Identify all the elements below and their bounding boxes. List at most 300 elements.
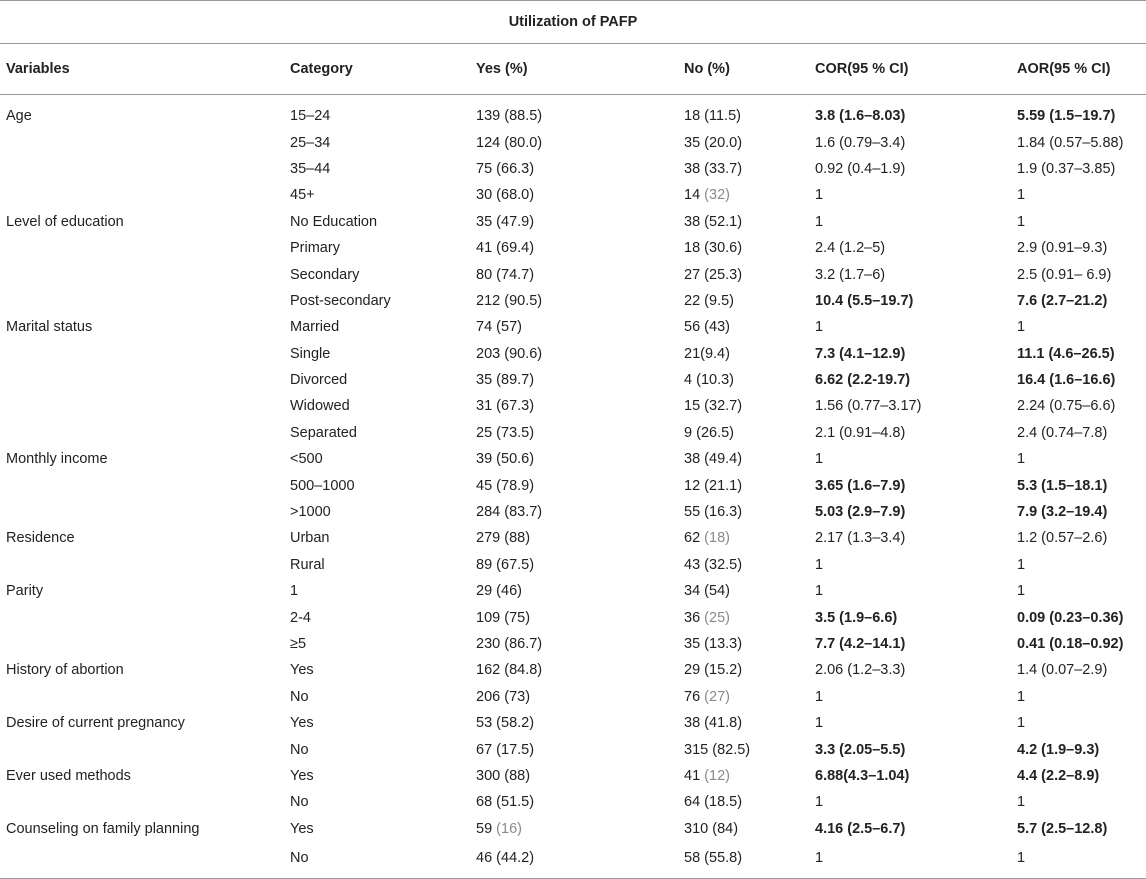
yes-percent: (75) [504,609,531,626]
cell-variable [0,552,284,578]
yes-percent: (74.7) [496,266,535,283]
cell-category: No Education [290,213,378,230]
cell-yes [470,631,678,657]
cell-no [678,288,809,314]
no-count: 9 [684,424,693,441]
cell-aor: 11.1 (4.6–26.5) [1017,345,1115,362]
table-row [0,657,1146,683]
no-percent: (25.3) [704,266,743,283]
no-percent: (26.5) [696,424,734,441]
cell-category: 15–24 [290,108,331,125]
cell-category: Yes [290,715,314,732]
cell-no [678,552,809,578]
cell-variable: Parity [6,583,44,600]
cell-yes [470,710,678,736]
table-row [0,578,1146,604]
no-percent: (11.5) [704,108,741,125]
cell-category: 25–34 [290,134,331,151]
cell-cor: 0.92 (0.4–1.9) [815,160,906,177]
cell-yes [470,525,678,551]
yes-percent: (67.5) [496,556,535,573]
cell-category: Yes [290,662,314,679]
yes-percent: (83.7) [504,504,543,521]
no-count: 43 [684,556,701,573]
no-count: 41 [684,767,701,784]
cell-yes [470,842,678,879]
table-row [0,393,1146,419]
table-row [0,816,1146,842]
no-percent: (41.8) [704,715,743,732]
cell-variable [0,156,284,182]
table-row [0,710,1146,736]
cell-cor: 1 [809,842,1011,879]
no-count: 22 [684,292,701,309]
cell-yes [470,209,678,235]
table-row [0,156,1146,182]
yes-count: 67 [476,741,493,758]
yes-count: 35 [476,213,493,230]
cell-cor: 1 [815,451,824,468]
cell-cor: 1 [815,319,824,336]
table-row [0,235,1146,261]
table-row [0,95,1146,130]
cell-aor: 5.59 (1.5–19.7) [1017,108,1116,125]
cell-category: Yes [290,820,314,837]
cell-no [678,578,809,604]
table-row [0,129,1146,155]
no-percent: (55.8) [704,849,743,866]
cell-no [678,446,809,472]
cell-no [678,472,809,498]
cell-category: >1000 [290,504,331,521]
table-row [0,367,1146,393]
cell-no [678,95,809,130]
cell-no [678,235,809,261]
no-percent: (33.7) [704,160,743,177]
no-percent: (52.1) [704,213,743,230]
cell-yes [470,789,678,815]
header-variables: Variables [0,44,284,95]
table-row [0,341,1146,367]
cell-variable [0,367,284,393]
no-count: 310 [684,820,709,837]
no-count: 38 [684,715,701,732]
cell-cor: 6.62 (2.2-19.7) [815,372,911,389]
cell-yes [470,736,678,762]
cell-variable: Marital status [6,319,93,336]
yes-percent: (80.0) [504,134,543,151]
cell-aor: 1.4 (0.07–2.9) [1017,662,1108,679]
cell-variable: Monthly income [6,451,108,468]
yes-percent: (50.6) [496,451,535,468]
cell-yes [470,604,678,630]
cell-aor: 0.41 (0.18–0.92) [1017,636,1124,652]
no-count: 36 [684,609,701,626]
no-percent: (21.1) [704,477,743,494]
yes-percent: (69.4) [496,240,535,257]
no-percent: (16.3) [704,504,743,521]
yes-count: 75 [476,160,493,177]
cell-no [678,789,809,815]
no-percent: (32.7) [704,398,743,415]
cell-yes [470,446,678,472]
cell-variable [0,789,284,815]
no-percent: (30.6) [704,240,743,257]
yes-count: 230 [476,636,501,652]
yes-percent: (17.5) [496,741,535,758]
header-yes: Yes (%) [470,44,678,95]
cell-cor: 7.7 (4.2–14.1) [815,636,906,652]
yes-count: 46 [476,849,493,866]
cell-no [678,684,809,710]
cell-yes [470,763,678,789]
no-count: 21 [684,345,701,362]
no-count: 14 [684,187,701,204]
cell-category: Secondary [290,266,360,283]
table-row [0,552,1146,578]
no-percent: (9.4) [700,345,730,362]
table-title: Utilization of PAFP [0,1,1146,44]
yes-percent: (88.5) [504,108,543,125]
no-count: 35 [684,134,701,151]
yes-count: 109 [476,609,501,626]
cell-category: Post-secondary [290,292,391,309]
no-percent: (43) [704,319,730,336]
cell-category: Primary [290,240,340,257]
cell-no [678,816,809,842]
cell-category: Widowed [290,398,350,415]
cell-yes [470,552,678,578]
no-count: 38 [684,160,701,177]
cell-aor: 1.2 (0.57–2.6) [1017,530,1108,547]
no-percent: (20.0) [704,134,743,151]
cell-no [678,314,809,340]
cell-category: No [290,741,309,758]
cell-variable: Residence [6,530,75,547]
cell-category: 2-4 [290,609,311,626]
header-aor: AOR(95 % CI) [1011,44,1146,95]
cell-aor: 1 [1017,187,1026,204]
cell-yes [470,393,678,419]
cell-no [678,525,809,551]
cell-cor: 2.1 (0.91–4.8) [815,424,906,441]
no-count: 15 [684,398,701,415]
no-count: 27 [684,266,701,283]
cell-variable [0,182,284,208]
no-count: 55 [684,504,701,521]
cell-variable [0,341,284,367]
no-count: 76 [684,688,701,705]
header-no: No (%) [678,44,809,95]
cell-yes [470,288,678,314]
table-row [0,182,1146,208]
table-row [0,261,1146,287]
yes-percent: (44.2) [496,849,535,866]
no-count: 34 [684,583,701,600]
cell-cor: 7.3 (4.1–12.9) [815,345,906,362]
no-count: 35 [684,636,701,652]
cell-category: Urban [290,530,330,547]
no-percent: (13.3) [704,636,743,652]
cell-cor: 6.88(4.3–1.04) [815,767,910,784]
cell-yes [470,578,678,604]
cell-aor: 7.6 (2.7–21.2) [1017,292,1108,309]
cell-category: Divorced [290,372,348,389]
no-percent: (10.3) [696,372,734,389]
yes-percent: (47.9) [496,213,535,230]
cell-variable [0,631,284,657]
cell-cor: 2.4 (1.2–5) [815,240,886,257]
no-count: 56 [684,319,701,336]
no-percent: (15.2) [704,662,743,679]
cell-aor: 2.5 (0.91– 6.9) [1017,266,1112,283]
cell-yes [470,420,678,446]
cell-yes [470,156,678,182]
yes-percent: (16) [496,820,522,837]
cell-cor: 3.65 (1.6–7.9) [815,477,906,494]
cell-no [678,420,809,446]
cell-category: Rural [290,556,325,573]
no-percent: (12) [704,767,730,784]
table-row [0,736,1146,762]
cell-variable [0,684,284,710]
yes-percent: (90.6) [504,345,543,362]
cell-aor: 1 [1017,319,1026,336]
no-count: 64 [684,794,701,811]
cell-no [678,182,809,208]
cell-yes [470,816,678,842]
cell-no [678,393,809,419]
yes-percent: (46) [496,583,522,600]
table-row [0,763,1146,789]
table-row [0,314,1146,340]
cell-aor: 2.4 (0.74–7.8) [1017,424,1108,441]
cell-cor: 1.6 (0.79–3.4) [815,134,906,151]
cell-aor: 5.3 (1.5–18.1) [1017,477,1108,494]
cell-variable [0,499,284,525]
cell-aor: 1 [1017,583,1026,600]
cell-yes [470,684,678,710]
yes-count: 35 [476,372,493,389]
yes-percent: (51.5) [496,794,535,811]
no-count: 62 [684,530,701,547]
cell-variable: Counseling on family planning [6,820,200,837]
cell-no [678,499,809,525]
cell-aor: 1 [1017,688,1026,705]
cell-cor: 1.56 (0.77–3.17) [815,398,922,415]
cell-category: 1 [290,583,299,600]
cell-no [678,657,809,683]
cell-cor: 3.8 (1.6–8.03) [815,108,906,125]
cell-cor: 10.4 (5.5–19.7) [815,292,914,309]
table-row [0,446,1146,472]
yes-count: 162 [476,662,501,679]
no-percent: (49.4) [704,451,743,468]
no-percent: (18) [704,530,730,547]
cell-no [678,604,809,630]
yes-count: 31 [476,398,493,415]
cell-category: Married [290,319,340,336]
cell-variable [0,472,284,498]
table-row [0,288,1146,314]
table-row [0,842,1146,879]
cell-category: ≥5 [290,636,307,652]
table-row [0,499,1146,525]
yes-count: 284 [476,504,501,521]
cell-category: Yes [290,767,314,784]
cell-no [678,367,809,393]
yes-percent: (73) [504,688,531,705]
no-count: 4 [684,372,693,389]
table-row [0,209,1146,235]
yes-count: 59 [476,820,493,837]
yes-percent: (67.3) [496,398,535,415]
cell-no [678,842,809,879]
cell-yes [470,95,678,130]
yes-percent: (89.7) [496,372,535,389]
no-count: 58 [684,849,701,866]
cell-aor: 2.9 (0.91–9.3) [1017,240,1108,257]
cell-variable: Age [6,108,32,125]
cell-category: No [290,794,309,811]
cell-no [678,156,809,182]
no-percent: (84) [712,820,739,837]
cell-no [678,710,809,736]
cell-yes [470,182,678,208]
cell-cor: 3.3 (2.05–5.5) [815,741,906,758]
no-percent: (32.5) [704,556,743,573]
yes-count: 124 [476,134,501,151]
cell-cor: 4.16 (2.5–6.7) [815,820,906,837]
cell-no [678,129,809,155]
cell-category: No [290,688,309,705]
no-count: 29 [684,662,701,679]
no-count: 315 [684,741,709,758]
yes-percent: (58.2) [496,715,535,732]
cell-variable [0,288,284,314]
table-row [0,631,1146,657]
cell-aor: 1.9 (0.37–3.85) [1017,160,1116,177]
table-row [0,684,1146,710]
yes-percent: (86.7) [504,636,543,652]
cell-aor: 5.7 (2.5–12.8) [1017,820,1108,837]
cell-variable [0,604,284,630]
cell-no [678,736,809,762]
cell-cor: 1 [815,794,824,811]
table-row [0,420,1146,446]
cell-no [678,763,809,789]
cell-yes [470,314,678,340]
cell-variable [0,261,284,287]
header-category: Category [284,44,470,95]
cell-aor: 1 [1017,715,1026,732]
cell-aor: 1 [1017,213,1026,230]
yes-count: 74 [476,319,493,336]
cell-no [678,209,809,235]
header-cor: COR(95 % CI) [809,44,1011,95]
no-count: 12 [684,477,701,494]
cell-aor: 1.84 (0.57–5.88) [1017,134,1124,151]
cell-cor: 1 [815,688,824,705]
yes-count: 68 [476,794,493,811]
no-percent: (54) [704,583,730,600]
yes-count: 41 [476,240,493,257]
yes-count: 300 [476,767,501,784]
no-count: 38 [684,213,701,230]
yes-percent: (88) [504,767,531,784]
cell-aor: 1 [1017,794,1026,811]
cell-category: 45+ [290,187,315,204]
cell-no [678,631,809,657]
yes-count: 206 [476,688,501,705]
cell-yes [470,129,678,155]
cell-yes [470,341,678,367]
cell-variable [0,736,284,762]
yes-count: 80 [476,266,493,283]
yes-percent: (78.9) [496,477,535,494]
yes-count: 39 [476,451,493,468]
yes-count: 29 [476,583,493,600]
yes-count: 45 [476,477,493,494]
cell-no [678,341,809,367]
cell-cor: 1 [815,715,824,732]
cell-aor: 16.4 (1.6–16.6) [1017,372,1116,389]
yes-count: 25 [476,424,493,441]
cell-cor: 1 [815,187,824,204]
cell-aor: 4.2 (1.9–9.3) [1017,741,1100,758]
yes-percent: (73.5) [496,424,535,441]
cell-category: 35–44 [290,160,331,177]
cell-yes [470,499,678,525]
no-percent: (32) [704,187,730,204]
no-percent: (25) [704,609,730,626]
yes-percent: (84.8) [504,662,543,679]
cell-category: Single [290,345,331,362]
cell-aor: 1 [1017,556,1026,573]
yes-count: 139 [476,108,501,125]
cell-category: <500 [290,451,323,468]
cell-variable [0,842,284,879]
cell-variable [0,235,284,261]
yes-count: 212 [476,292,501,309]
cell-aor: 1 [1017,451,1026,468]
cell-cor: 1 [815,213,824,230]
caption-row [0,1,1146,44]
cell-variable [0,393,284,419]
yes-percent: (68.0) [496,187,535,204]
yes-count: 279 [476,530,501,547]
cell-yes [470,472,678,498]
no-percent: (82.5) [712,741,751,758]
cell-aor: 1 [1011,842,1146,879]
yes-count: 89 [476,556,493,573]
cell-cor: 5.03 (2.9–7.9) [815,504,906,521]
table-row [0,525,1146,551]
header-row [0,44,1146,95]
cell-aor: 4.4 (2.2–8.9) [1017,767,1100,784]
cell-variable: History of abortion [6,662,124,679]
no-count: 18 [684,240,701,257]
yes-percent: (88) [504,530,531,547]
yes-percent: (90.5) [504,292,543,309]
cell-no [678,261,809,287]
cell-cor: 2.17 (1.3–3.4) [815,530,906,547]
yes-percent: (57) [496,319,522,336]
cell-yes [470,367,678,393]
cell-variable: Level of education [6,213,124,230]
cell-aor: 0.09 (0.23–0.36) [1017,609,1124,626]
no-count: 18 [684,108,701,125]
